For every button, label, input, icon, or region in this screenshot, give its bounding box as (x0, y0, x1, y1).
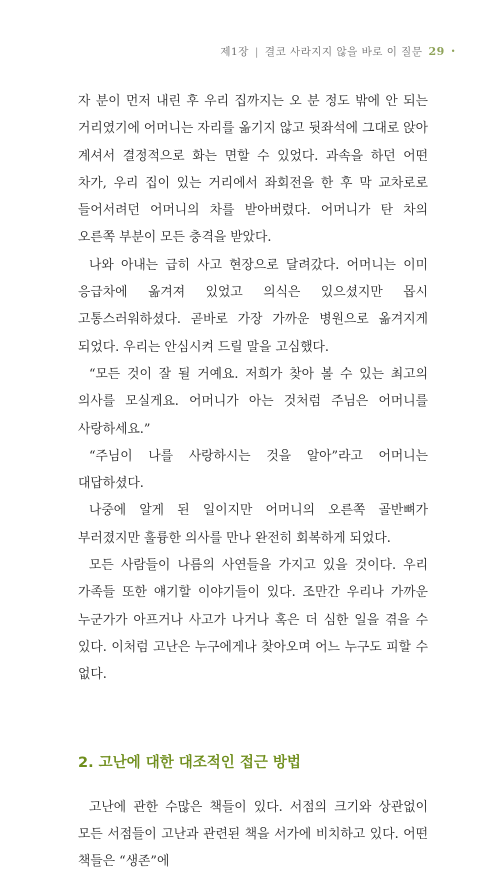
header-separator: | (254, 45, 259, 58)
paragraph-2: 나와 아내는 급히 사고 현장으로 달려갔다. 어머니는 이미 응급차에 옮겨져 있었고 의식은 있으셨지만 몹시 고통스러워하셨다. 곧바로 가장 가까운 병원으로 옮겨지게 되었다. 우리는 안심시켜 드릴 말을 고심했다. (78, 257, 428, 355)
page-body (78, 88, 428, 875)
page-marker-icon: • (450, 47, 456, 56)
paragraph-6: 모든 사람들이 나름의 사연들을 가지고 있을 것이다. 우리 가족들 또한 얘기할 이야기들이 있다. 조만간 우리나 가까운 누군가가 아프거나 사고가 나거나 혹은 더 심한 일을 겪을 수 있다. 이처럼 고난은 누구에게나 찾아오며 어느 누구도 피할 수 없다. (78, 558, 428, 683)
running-header (220, 44, 456, 59)
paragraph-4: “주님이 나를 사랑하시는 것을 알아”라고 어머니는 대답하셨다. (78, 448, 428, 492)
paragraph-1: 자 분이 먼저 내린 후 우리 집까지는 오 분 정도 밖에 안 되는 거리였기에 어머니는 자리를 옮기지 않고 뒷좌석에 그대로 앉아 계셔서 결정적으로 화는 면할 수 있었다. 과속을 하던 어떤 차가, 우리 집이 있는 거리에서 좌회전을 한 후 막 교차로로 들어서려던 어머니의 차를 받아버렸다. 어머니가 탄 차의 오른쪽 부분이 모든 충격을 받았다. (78, 94, 428, 246)
paragraph-5: 나중에 알게 된 일이지만 어머니의 오른쪽 골반뼈가 부러졌지만 훌륭한 의사를 만나 완전히 회복하게 되었다. (78, 503, 428, 546)
chapter-label: 제1장 (220, 46, 249, 58)
section-paragraph-1: 고난에 관한 수많은 책들이 있다. 서점의 크기와 상관없이 모든 서점들이 고난과 관련된 책을 서가에 비치하고 있다. 어떤 책들은 “생존”에 (78, 799, 428, 870)
section-heading: 2. 고난에 대한 대조적인 접근 방법 (78, 754, 301, 771)
chapter-title: 결코 사라지지 않을 바로 이 질문 (264, 46, 423, 58)
paragraph-3: “모든 것이 잘 될 거예요. 저희가 찾아 볼 수 있는 최고의 의사를 모실게요. 어머니가 아는 것처럼 주님은 어머니를 사랑하세요.” (78, 366, 428, 437)
page-number: 29 (428, 45, 445, 58)
